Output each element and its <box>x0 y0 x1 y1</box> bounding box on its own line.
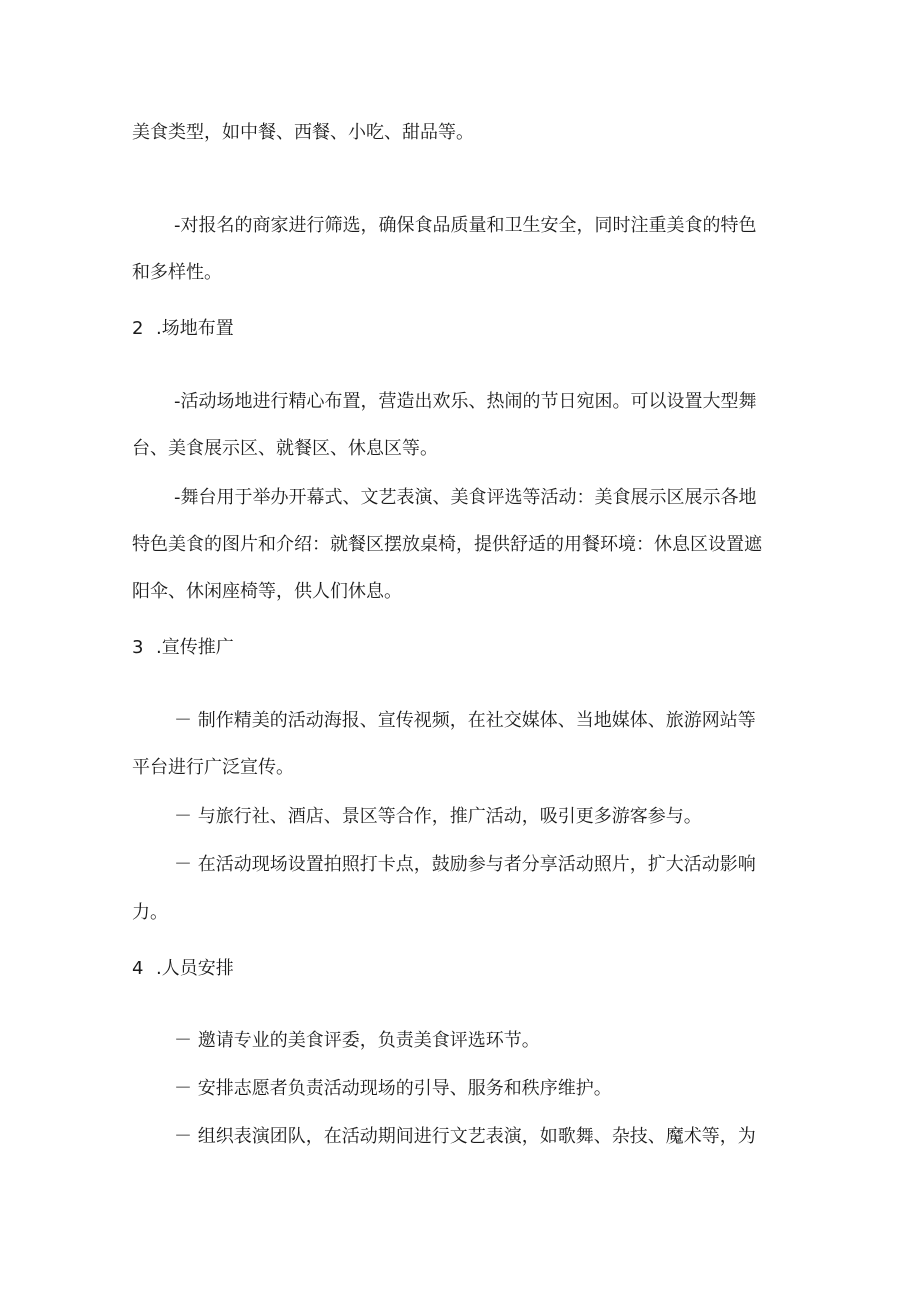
section-title: .宣传推广 <box>156 637 234 658</box>
paragraph-line: 特色美食的图片和介绍：就餐区摆放桌椅，提供舒适的用餐环境：休息区设置遮 <box>132 534 762 555</box>
paragraph-line: － 安排志愿者负责活动现场的引导、服务和秩序维护。 <box>174 1078 612 1099</box>
paragraph-line: － 在活动现场设置拍照打卡点，鼓励参与者分享活动照片，扩大活动影响 <box>174 854 756 875</box>
section-heading <box>132 957 234 981</box>
paragraph-line: -活动场地进行精心布置，营造出欢乐、热闹的节日宛困。可以设置大型舞 <box>174 391 757 412</box>
section-title: .场地布置 <box>156 318 234 339</box>
paragraph-line: 台、美食展示区、就餐区、休息区等。 <box>132 438 438 459</box>
section-number: 3 <box>132 637 144 658</box>
paragraph-line: － 组织表演团队，在活动期间进行文艺表演，如歌舞、杂技、魔术等，为 <box>174 1126 756 1147</box>
paragraph-line: － 制作精美的活动海报、宣传视频，在社交媒体、当地媒体、旅游网站等 <box>174 710 756 731</box>
paragraph-line: 和多样性。 <box>132 262 222 283</box>
paragraph-line: 阳伞、休闲座椅等，供人们休息。 <box>132 581 402 602</box>
section-heading <box>132 636 234 660</box>
section-number: 2 <box>132 318 144 339</box>
paragraph-line: 平台进行广泛宣传。 <box>132 757 294 778</box>
paragraph-line: － 邀请专业的美食评委，负责美食评选环节。 <box>174 1030 540 1051</box>
paragraph-line: － 与旅行社、酒店、景区等合作，推广活动，吸引更多游客参与。 <box>174 806 702 827</box>
paragraph-line: 力。 <box>132 902 168 923</box>
paragraph-line: -舞台用于举办开幕式、文艺表演、美食评选等活动：美食展示区展示各地 <box>174 487 757 508</box>
section-number: 4 <box>132 958 144 979</box>
section-heading <box>132 317 234 341</box>
paragraph-line: -对报名的商家进行筛选，确保食品质量和卫生安全，同时注重美食的特色 <box>174 215 757 236</box>
section-title: .人员安排 <box>156 958 234 979</box>
paragraph-line: 美食类型，如中餐、西餐、小吃、甜品等。 <box>132 122 474 143</box>
